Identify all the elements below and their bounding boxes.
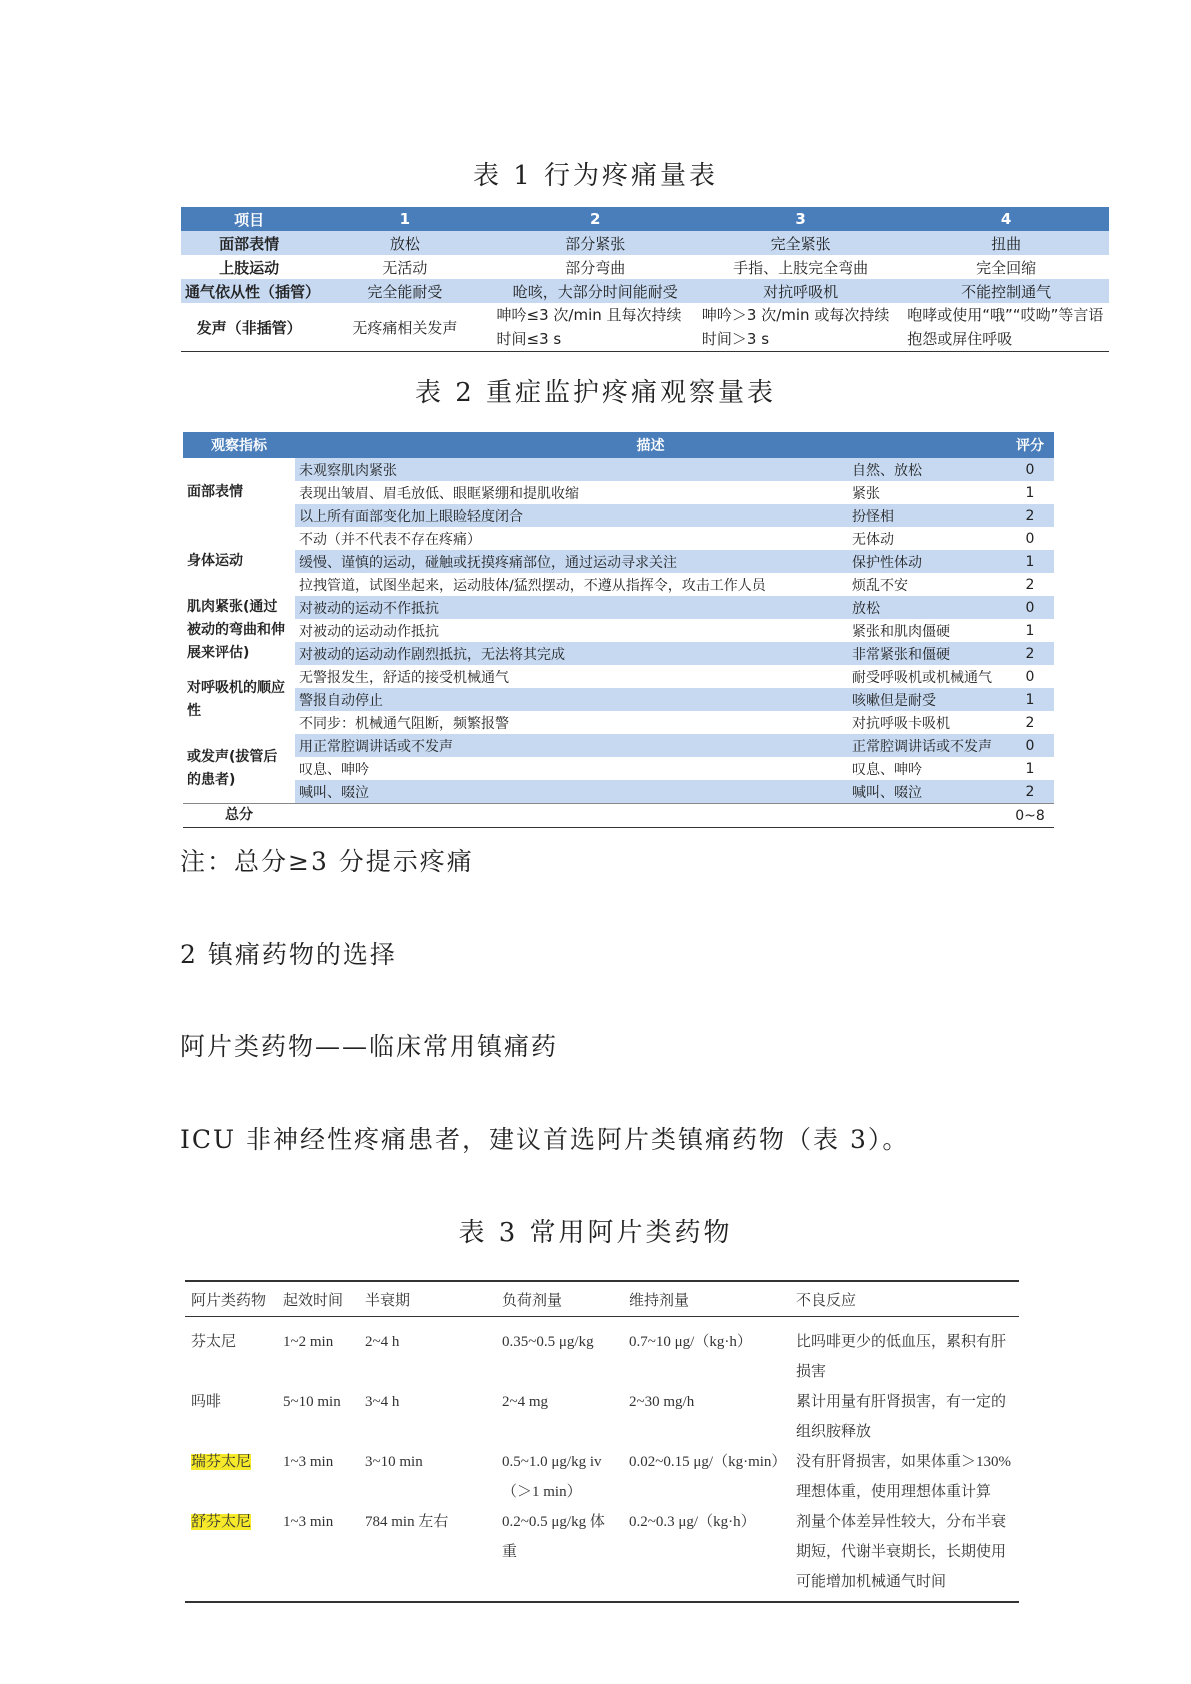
summary-cell: 自然、放松 — [848, 458, 1006, 481]
summary-cell: 紧张 — [852, 485, 880, 502]
category-cell: 身体运动 — [183, 527, 295, 596]
table-row — [181, 303, 1109, 352]
summary-cell: 对抗呼吸卡吸机 — [852, 715, 950, 732]
table-row — [183, 780, 1054, 804]
description-cell: 缓慢、谨慎的运动，碰触或抚摸疼痛部位，通过运动寻求关注 — [295, 550, 848, 573]
adverse-effects-cell: 累计用量有肝肾损害，有一定的组织胺释放 — [796, 1394, 1007, 1440]
half-life-cell: 3~10 min — [365, 1454, 423, 1470]
table-row — [183, 734, 1054, 757]
table-row — [183, 665, 1054, 688]
row-label: 上肢运动 — [219, 258, 280, 277]
note-text: 注：总分≥3 分提示疼痛 — [180, 847, 474, 876]
score-cell: 1 — [1006, 550, 1054, 573]
table-row — [183, 458, 1054, 481]
drug-name-cell — [185, 1447, 277, 1507]
score-cell: 0 — [1006, 596, 1054, 619]
description-cell: 拉拽管道，试图坐起来，运动肢体/猛烈摆动，不遵从指挥令，攻击工作人员 — [299, 577, 766, 594]
drug-name-cell — [185, 1507, 277, 1602]
maintenance-dose-cell: 2~30 mg/h — [629, 1394, 695, 1410]
table-cell: 无疼痛相关发声 — [317, 303, 492, 352]
total-range: 0~8 — [1006, 804, 1054, 828]
header-cell: 维持剂量 — [623, 1281, 790, 1317]
table-row — [183, 550, 1054, 573]
description-cell: 警报自动停止 — [295, 688, 848, 711]
drug-name: 芬太尼 — [191, 1334, 237, 1350]
table-row — [183, 642, 1054, 665]
description-cell: 对被动的运动动作抵抗 — [299, 623, 439, 640]
loading-dose-cell: 0.2~0.5 μg/kg 体重 — [496, 1507, 623, 1602]
row-label: 面部表情 — [181, 231, 317, 255]
table-row — [183, 688, 1054, 711]
table-cell: 完全回缩 — [976, 258, 1037, 277]
score-cell: 0 — [1006, 458, 1054, 481]
header-cell: 1 — [317, 207, 492, 231]
adverse-effects-cell: 剂量个体差异性较大，分布半衰期短，代谢半衰期长，长期使用可能增加机械通气时间 — [790, 1507, 1019, 1602]
header-cell: 3 — [698, 207, 903, 231]
maintenance-dose-cell: 0.7~10 μg/（kg·h） — [629, 1334, 752, 1350]
table-row — [183, 757, 1054, 780]
table-row — [185, 1447, 1019, 1507]
category-cell: 对呼吸机的顺应性 — [183, 665, 295, 734]
table-row — [183, 573, 1054, 596]
drug-name-cell — [185, 1317, 277, 1388]
cpot-table — [183, 432, 1054, 828]
table-cell: 咆哮或使用“哦”“哎呦”等言语抱怨或屏住呼吸 — [903, 303, 1109, 352]
drug-name: 吗啡 — [191, 1394, 222, 1410]
summary-cell: 放松 — [848, 596, 1006, 619]
header-cell: 评分 — [1006, 432, 1054, 458]
header-cell: 项目 — [181, 207, 317, 231]
table-row — [185, 1387, 1019, 1447]
loading-dose-cell: 2~4 mg — [502, 1394, 549, 1410]
summary-cell: 扮怪相 — [848, 504, 1006, 527]
section-heading: 2 镇痛药物的选择 — [180, 940, 397, 969]
total-spacer — [295, 804, 848, 828]
score-cell: 2 — [1006, 504, 1054, 527]
adverse-effects-cell: 没有肝肾损害，如果体重＞130% 理想体重，使用理想体重计算 — [796, 1454, 1011, 1500]
maintenance-dose-cell: 0.02~0.15 μg/（kg·min） — [629, 1454, 787, 1470]
score-cell: 2 — [1006, 642, 1054, 665]
total-label: 总分 — [183, 804, 295, 828]
total-spacer — [848, 804, 1006, 828]
table-cell: 完全能耐受 — [317, 279, 492, 303]
summary-cell: 耐受呼吸机或机械通气 — [852, 669, 992, 686]
category-cell: 肌肉紧张(通过被动的弯曲和伸展来评估) — [183, 596, 295, 665]
header-cell: 起效时间 — [277, 1281, 359, 1317]
loading-dose-cell: 0.35~0.5 μg/kg — [502, 1334, 594, 1350]
header-cell: 观察指标 — [183, 432, 295, 458]
description-cell: 以上所有面部变化加上眼睑轻度闭合 — [295, 504, 848, 527]
onset-cell: 1~3 min — [277, 1507, 359, 1602]
table-row — [183, 481, 1054, 504]
table1-caption: 表 1 行为疼痛量表 — [472, 161, 719, 191]
table-cell: 扭曲 — [903, 231, 1109, 255]
table-row — [181, 231, 1109, 255]
summary-cell: 紧张和肌肉僵硬 — [852, 623, 950, 640]
table-row — [185, 1507, 1019, 1602]
score-cell: 0 — [1025, 530, 1035, 547]
table-row — [183, 527, 1054, 550]
table-row — [181, 279, 1109, 303]
table-cell: 无活动 — [382, 258, 428, 277]
description-cell: 对被动的运动动作剧烈抵抗，无法将其完成 — [295, 642, 848, 665]
summary-cell: 正常腔调讲话或不发声 — [848, 734, 1006, 757]
half-life-cell: 3~4 h — [365, 1394, 400, 1410]
behavioral-pain-scale-table — [181, 207, 1109, 352]
table-row — [183, 711, 1054, 734]
summary-cell: 保护性体动 — [848, 550, 1006, 573]
description-cell: 喊叫、啜泣 — [295, 780, 848, 804]
onset-cell: 5~10 min — [283, 1394, 341, 1410]
drug-name-highlighted: 舒芬太尼 — [191, 1514, 252, 1530]
score-cell: 1 — [1025, 484, 1035, 501]
drug-name-cell — [185, 1387, 277, 1447]
table-cell: 完全紧张 — [698, 231, 903, 255]
table-cell: 呻吟＞3 次/min 或每次持续时间＞3 s — [698, 303, 903, 352]
row-label: 发声（非插管） — [181, 303, 317, 352]
table3-caption: 表 3 常用阿片类药物 — [458, 1218, 733, 1248]
score-cell: 0 — [1025, 668, 1035, 685]
onset-cell: 1~2 min — [283, 1334, 334, 1350]
table-cell: 部分紧张 — [493, 231, 698, 255]
header-cell: 阿片类药物 — [185, 1281, 277, 1317]
header-cell: 半衰期 — [359, 1281, 496, 1317]
header-cell: 负荷剂量 — [496, 1281, 623, 1317]
header-cell: 不良反应 — [790, 1281, 1019, 1317]
score-cell: 2 — [1006, 780, 1054, 804]
table-row — [183, 619, 1054, 642]
category-cell: 或发声(拔管后的患者) — [183, 734, 295, 804]
table-row — [181, 255, 1109, 279]
summary-cell: 非常紧张和僵硬 — [848, 642, 1006, 665]
half-life-cell: 784 min 左右 — [359, 1507, 496, 1602]
score-cell: 1 — [1025, 760, 1035, 777]
body-paragraph: ICU 非神经性疼痛患者，建议首选阿片类镇痛药物（表 3）。 — [180, 1125, 910, 1154]
summary-cell: 咳嗽但是耐受 — [848, 688, 1006, 711]
half-life-cell: 2~4 h — [365, 1334, 400, 1350]
summary-cell: 烦乱不安 — [852, 577, 908, 594]
table-row — [183, 504, 1054, 527]
summary-cell: 喊叫、啜泣 — [848, 780, 1006, 804]
table-cell: 呻吟≤3 次/min 且每次持续时间≤3 s — [493, 303, 698, 352]
description-cell: 叹息、呻吟 — [299, 761, 369, 778]
description-cell: 无警报发生，舒适的接受机械通气 — [299, 669, 509, 686]
description-cell: 不动（并不代表不存在疼痛） — [299, 531, 481, 548]
loading-dose-cell: 0.5~1.0 μg/kg iv（＞1 min） — [502, 1454, 602, 1500]
table-cell: 手指、上肢完全弯曲 — [733, 258, 869, 277]
table-header-row — [183, 432, 1054, 458]
total-row — [183, 804, 1054, 828]
header-cell: 描述 — [295, 432, 1006, 458]
table-header-row — [185, 1281, 1019, 1317]
table-cell: 部分弯曲 — [565, 258, 626, 277]
adverse-effects-cell: 比吗啡更少的低血压，累积有肝损害 — [796, 1334, 1007, 1380]
score-cell: 1 — [1006, 688, 1054, 711]
description-cell: 对被动的运动不作抵抗 — [295, 596, 848, 619]
table-cell: 放松 — [317, 231, 492, 255]
table-header-row — [181, 207, 1109, 231]
table-cell: 对抗呼吸机 — [698, 279, 903, 303]
description-cell: 用正常腔调讲话或不发声 — [295, 734, 848, 757]
maintenance-dose-cell: 0.2~0.3 μg/（kg·h） — [623, 1507, 790, 1602]
drug-name-highlighted: 瑞芬太尼 — [191, 1454, 252, 1470]
table2-caption: 表 2 重症监护疼痛观察量表 — [414, 378, 777, 408]
score-cell: 2 — [1025, 714, 1035, 731]
summary-cell: 叹息、呻吟 — [852, 761, 922, 778]
subheading: 阿片类药物——临床常用镇痛药 — [180, 1032, 559, 1061]
score-cell: 2 — [1025, 576, 1035, 593]
table-cell: 不能控制通气 — [903, 279, 1109, 303]
score-cell: 1 — [1025, 622, 1035, 639]
header-cell: 2 — [493, 207, 698, 231]
row-label: 通气依从性（插管） — [181, 279, 317, 303]
onset-cell: 1~3 min — [283, 1454, 334, 1470]
header-cell: 4 — [903, 207, 1109, 231]
category-cell: 面部表情 — [183, 458, 295, 527]
description-cell: 不同步：机械通气阻断，频繁报警 — [299, 715, 509, 732]
table-row — [185, 1317, 1019, 1388]
table-cell: 呛咳，大部分时间能耐受 — [493, 279, 698, 303]
score-cell: 0 — [1006, 734, 1054, 757]
table-row — [183, 596, 1054, 619]
opioid-drug-table — [185, 1280, 1019, 1603]
description-cell: 表现出皱眉、眉毛放低、眼眶紧绷和提肌收缩 — [299, 485, 579, 502]
description-cell: 未观察肌肉紧张 — [295, 458, 848, 481]
summary-cell: 无体动 — [852, 531, 894, 548]
